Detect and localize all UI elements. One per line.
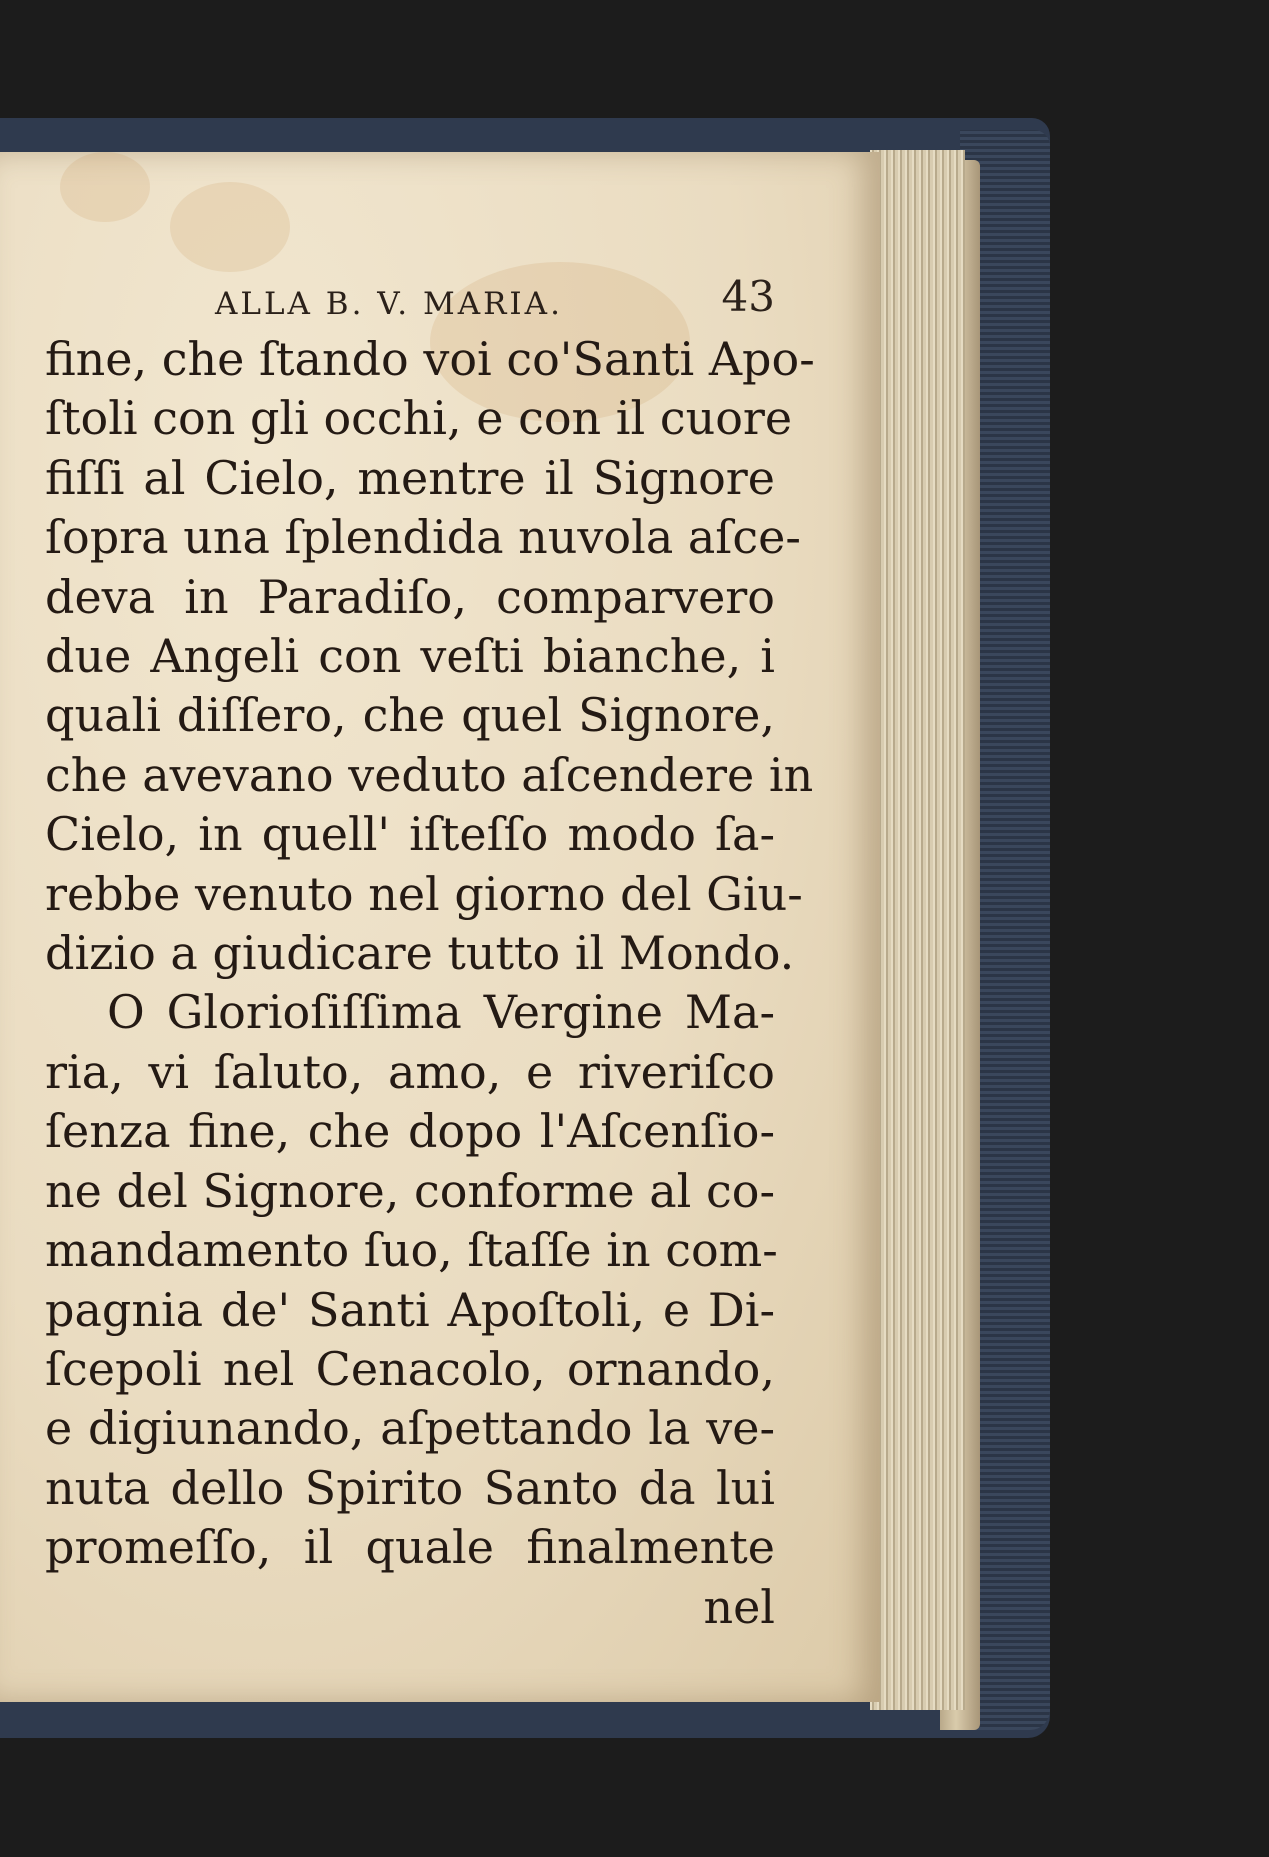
body-text (45, 330, 815, 1637)
foxing-stain (170, 182, 290, 272)
page-header (215, 272, 775, 332)
text-line: ſtoli con gli occhi, e con il cuore (45, 391, 793, 446)
text-line: rebbe venuto nel giorno del Giu- (45, 866, 803, 921)
page-edges (870, 150, 965, 1710)
page-number: 43 (721, 272, 775, 321)
text-line: fine, che ſtando voi co'Santi Apo- (45, 332, 815, 386)
text-line: ne del Signore, conforme al co- (45, 1163, 775, 1218)
text-line: fiſſi al Cielo, mentre il Signore (45, 450, 775, 505)
text-line: deva in Paradiſo, comparvero (45, 569, 775, 624)
text-line: dizio a giudicare tutto il Mondo. (45, 926, 795, 981)
text-line: che avevano veduto aſcendere in (45, 747, 814, 802)
text-line: promeſſo, il quale finalmente (45, 1520, 775, 1575)
text-line: pagnia de' Santi Apoſtoli, e Di- (45, 1282, 775, 1337)
running-head: ALLA B. V. MARIA. (215, 286, 563, 322)
text-line: mandamento ſuo, ſtaſſe in com- (45, 1223, 778, 1278)
text-line: e digiunando, aſpettando la ve- (45, 1401, 775, 1456)
text-line: ria, vi ſaluto, amo, e riveriſco (45, 1044, 775, 1099)
text-line: ſopra una ſplendida nuvola aſce- (45, 510, 801, 565)
text-line: ſcepoli nel Cenacolo, ornando, (45, 1341, 775, 1396)
catchword: nel (703, 1579, 775, 1634)
text-line: ſenza fine, che dopo l'Aſcenſio- (45, 1104, 775, 1159)
text-line: due Angeli con veſti bianche, i (45, 629, 775, 684)
text-line: nuta dello Spirito Santo da lui (45, 1460, 775, 1515)
paragraph-start-line: O Glorioſiſſima Vergine Ma- (107, 985, 775, 1040)
text-line: quali diſſero, che quel Signore, (45, 688, 775, 743)
text-line: Cielo, in quell' iſteſſo modo ſa- (45, 807, 775, 862)
foxing-stain (60, 152, 150, 222)
